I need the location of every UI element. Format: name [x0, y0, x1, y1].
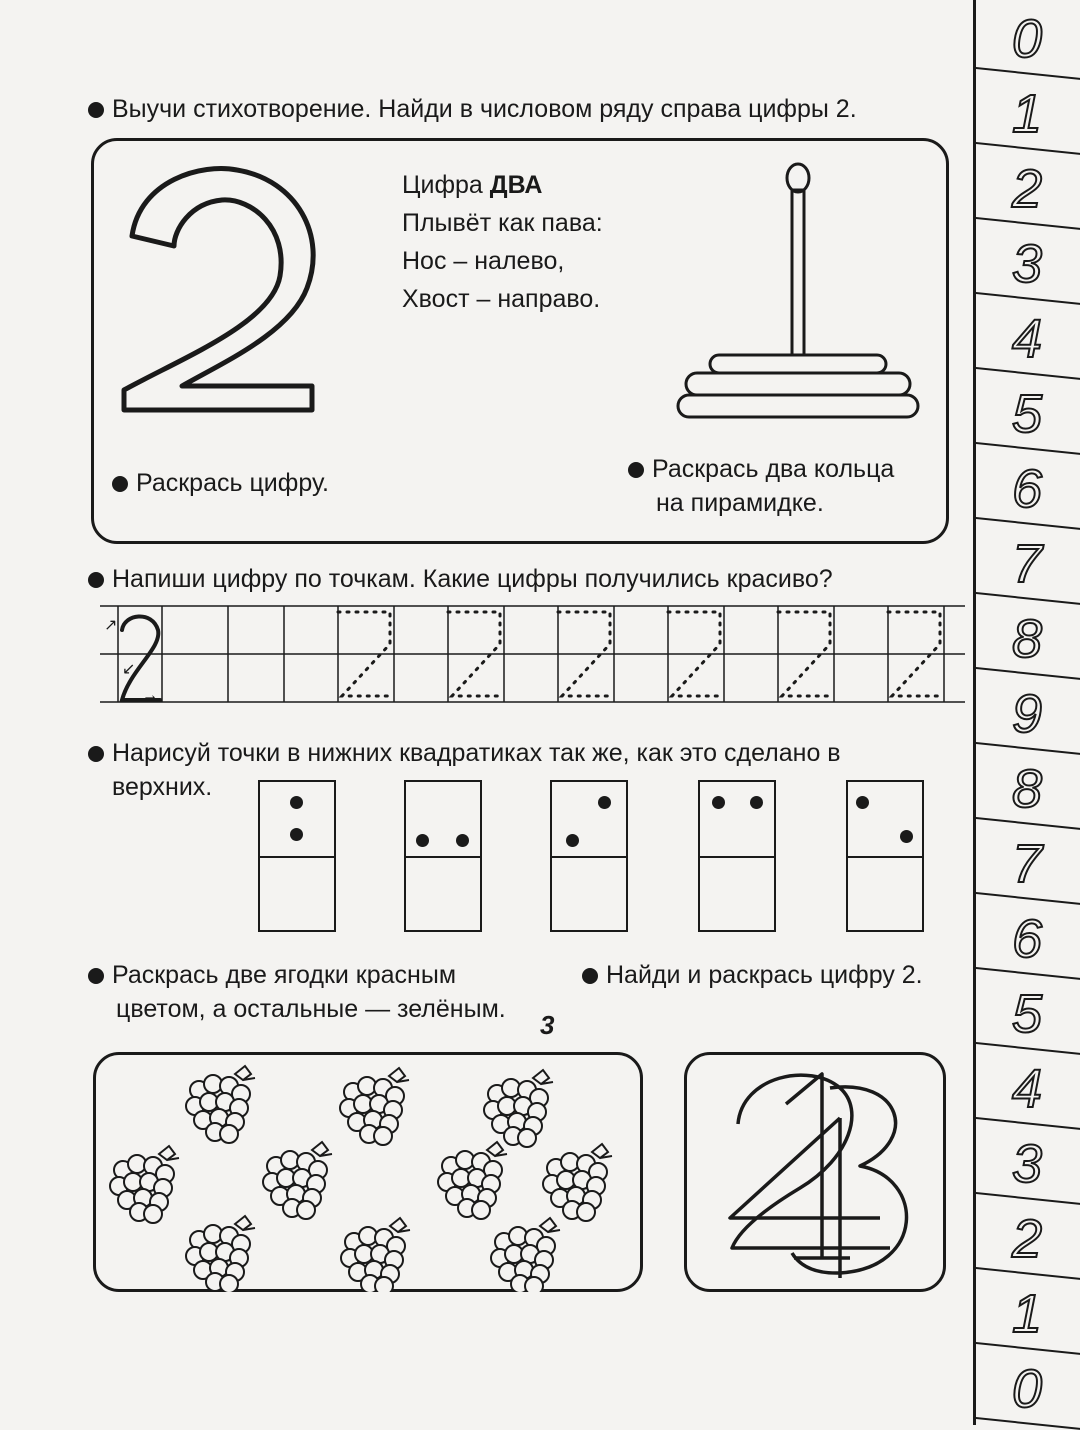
strip-number[interactable]: 3: [1011, 1134, 1043, 1194]
berry-icon[interactable]: [543, 1144, 612, 1221]
overlapping-digits-icon[interactable]: [690, 1058, 940, 1288]
strip-number[interactable]: 2: [1011, 159, 1043, 219]
berries-area: [93, 1052, 643, 1292]
domino-dot: [712, 796, 725, 809]
strip-number[interactable]: 0: [1011, 9, 1043, 69]
bullet-icon: [88, 968, 104, 984]
bullet-icon: [582, 968, 598, 984]
poem-line-2: Плывёт как пава:: [402, 209, 603, 237]
strip-number[interactable]: 7: [1011, 534, 1043, 594]
domino-card: [846, 780, 924, 932]
domino-dot: [416, 834, 429, 847]
svg-text:→: →: [142, 687, 158, 704]
strip-border: [973, 0, 976, 1425]
task-draw-dots: Нарисуй точки в нижних квадратиках так же, как это сделано в верхних.: [88, 736, 841, 804]
domino-empty-half[interactable]: [700, 858, 774, 932]
task-learn-poem: Выучи стихотворение. Найди в числовом ряду справа цифры 2.: [88, 92, 857, 126]
berry-icon[interactable]: [263, 1142, 332, 1219]
domino-dot: [290, 796, 303, 809]
strip-number[interactable]: 1: [1011, 84, 1043, 144]
domino-empty-half[interactable]: [406, 858, 480, 932]
domino-card: [550, 780, 628, 932]
pyramid-icon: [670, 160, 930, 430]
bullet-icon: [112, 476, 128, 492]
strip-number[interactable]: 9: [1011, 684, 1043, 744]
domino-card: [698, 780, 776, 932]
poem: [402, 166, 603, 318]
domino-card: [258, 780, 336, 932]
bullet-icon: [88, 572, 104, 588]
ring-bottom-icon[interactable]: [678, 395, 918, 417]
poem-line-4: Хвост – направо.: [402, 285, 601, 313]
strip-number[interactable]: 8: [1011, 609, 1043, 669]
task-find-digit: Найди и раскрась цифру 2.: [582, 958, 923, 992]
bullet-icon: [628, 462, 644, 478]
strip-number[interactable]: 6: [1011, 909, 1043, 969]
domino-dot: [856, 796, 869, 809]
poem-line-1: Цифра ДВА: [402, 171, 543, 199]
page-number: 3: [540, 1010, 555, 1040]
berry-icon[interactable]: [110, 1146, 179, 1223]
task-color-rings: Раскрась два кольца на пирамидке.: [628, 452, 894, 520]
domino-empty-half[interactable]: [848, 858, 922, 932]
berry-icon[interactable]: [491, 1218, 560, 1292]
bullet-icon: [88, 102, 104, 118]
strip-number[interactable]: 6: [1011, 459, 1043, 519]
domino-empty-half[interactable]: [552, 858, 626, 932]
strip-number[interactable]: 1: [1011, 1284, 1043, 1344]
domino-dot: [750, 796, 763, 809]
tracing-grid[interactable]: [100, 604, 970, 706]
domino-card: [404, 780, 482, 932]
berry-icon[interactable]: [438, 1142, 507, 1219]
domino-dot: [598, 796, 611, 809]
task-color-digit: Раскрась цифру.: [112, 466, 329, 500]
strip-number[interactable]: 7: [1011, 834, 1043, 894]
berry-icon[interactable]: [340, 1068, 409, 1145]
strip-number[interactable]: 5: [1011, 984, 1043, 1044]
poem-line-3: Нос – налево,: [402, 247, 565, 275]
domino-dot: [456, 834, 469, 847]
ring-top-icon[interactable]: [710, 355, 886, 373]
domino-empty-half[interactable]: [260, 858, 334, 932]
strip-number[interactable]: 3: [1011, 234, 1043, 294]
strip-number[interactable]: 2: [1011, 1209, 1043, 1269]
svg-text:↙: ↙: [122, 661, 136, 678]
berry-icon[interactable]: [341, 1218, 410, 1292]
bullet-icon: [88, 746, 104, 762]
domino-dot: [900, 830, 913, 843]
strip-number[interactable]: 8: [1011, 759, 1043, 819]
ring-middle-icon[interactable]: [686, 373, 910, 395]
strip-number[interactable]: 0: [1011, 1359, 1043, 1419]
berry-icon[interactable]: [186, 1066, 255, 1143]
svg-text:↗: ↗: [104, 617, 118, 634]
big-digit-2-icon[interactable]: [112, 158, 342, 418]
task-trace-digits: Напиши цифру по точкам. Какие цифры получились красиво?: [88, 562, 833, 596]
domino-dot: [290, 828, 303, 841]
berry-icon[interactable]: [484, 1070, 553, 1147]
strip-number[interactable]: 5: [1011, 384, 1043, 444]
number-strip: [973, 0, 1080, 1425]
task-color-berries: Раскрась две ягодки красным цветом, а остальные — зелёным.: [88, 958, 506, 1026]
strip-number[interactable]: 4: [1011, 1059, 1043, 1119]
domino-dot: [566, 834, 579, 847]
berry-icon[interactable]: [186, 1216, 255, 1292]
strip-number[interactable]: 4: [1011, 309, 1043, 369]
